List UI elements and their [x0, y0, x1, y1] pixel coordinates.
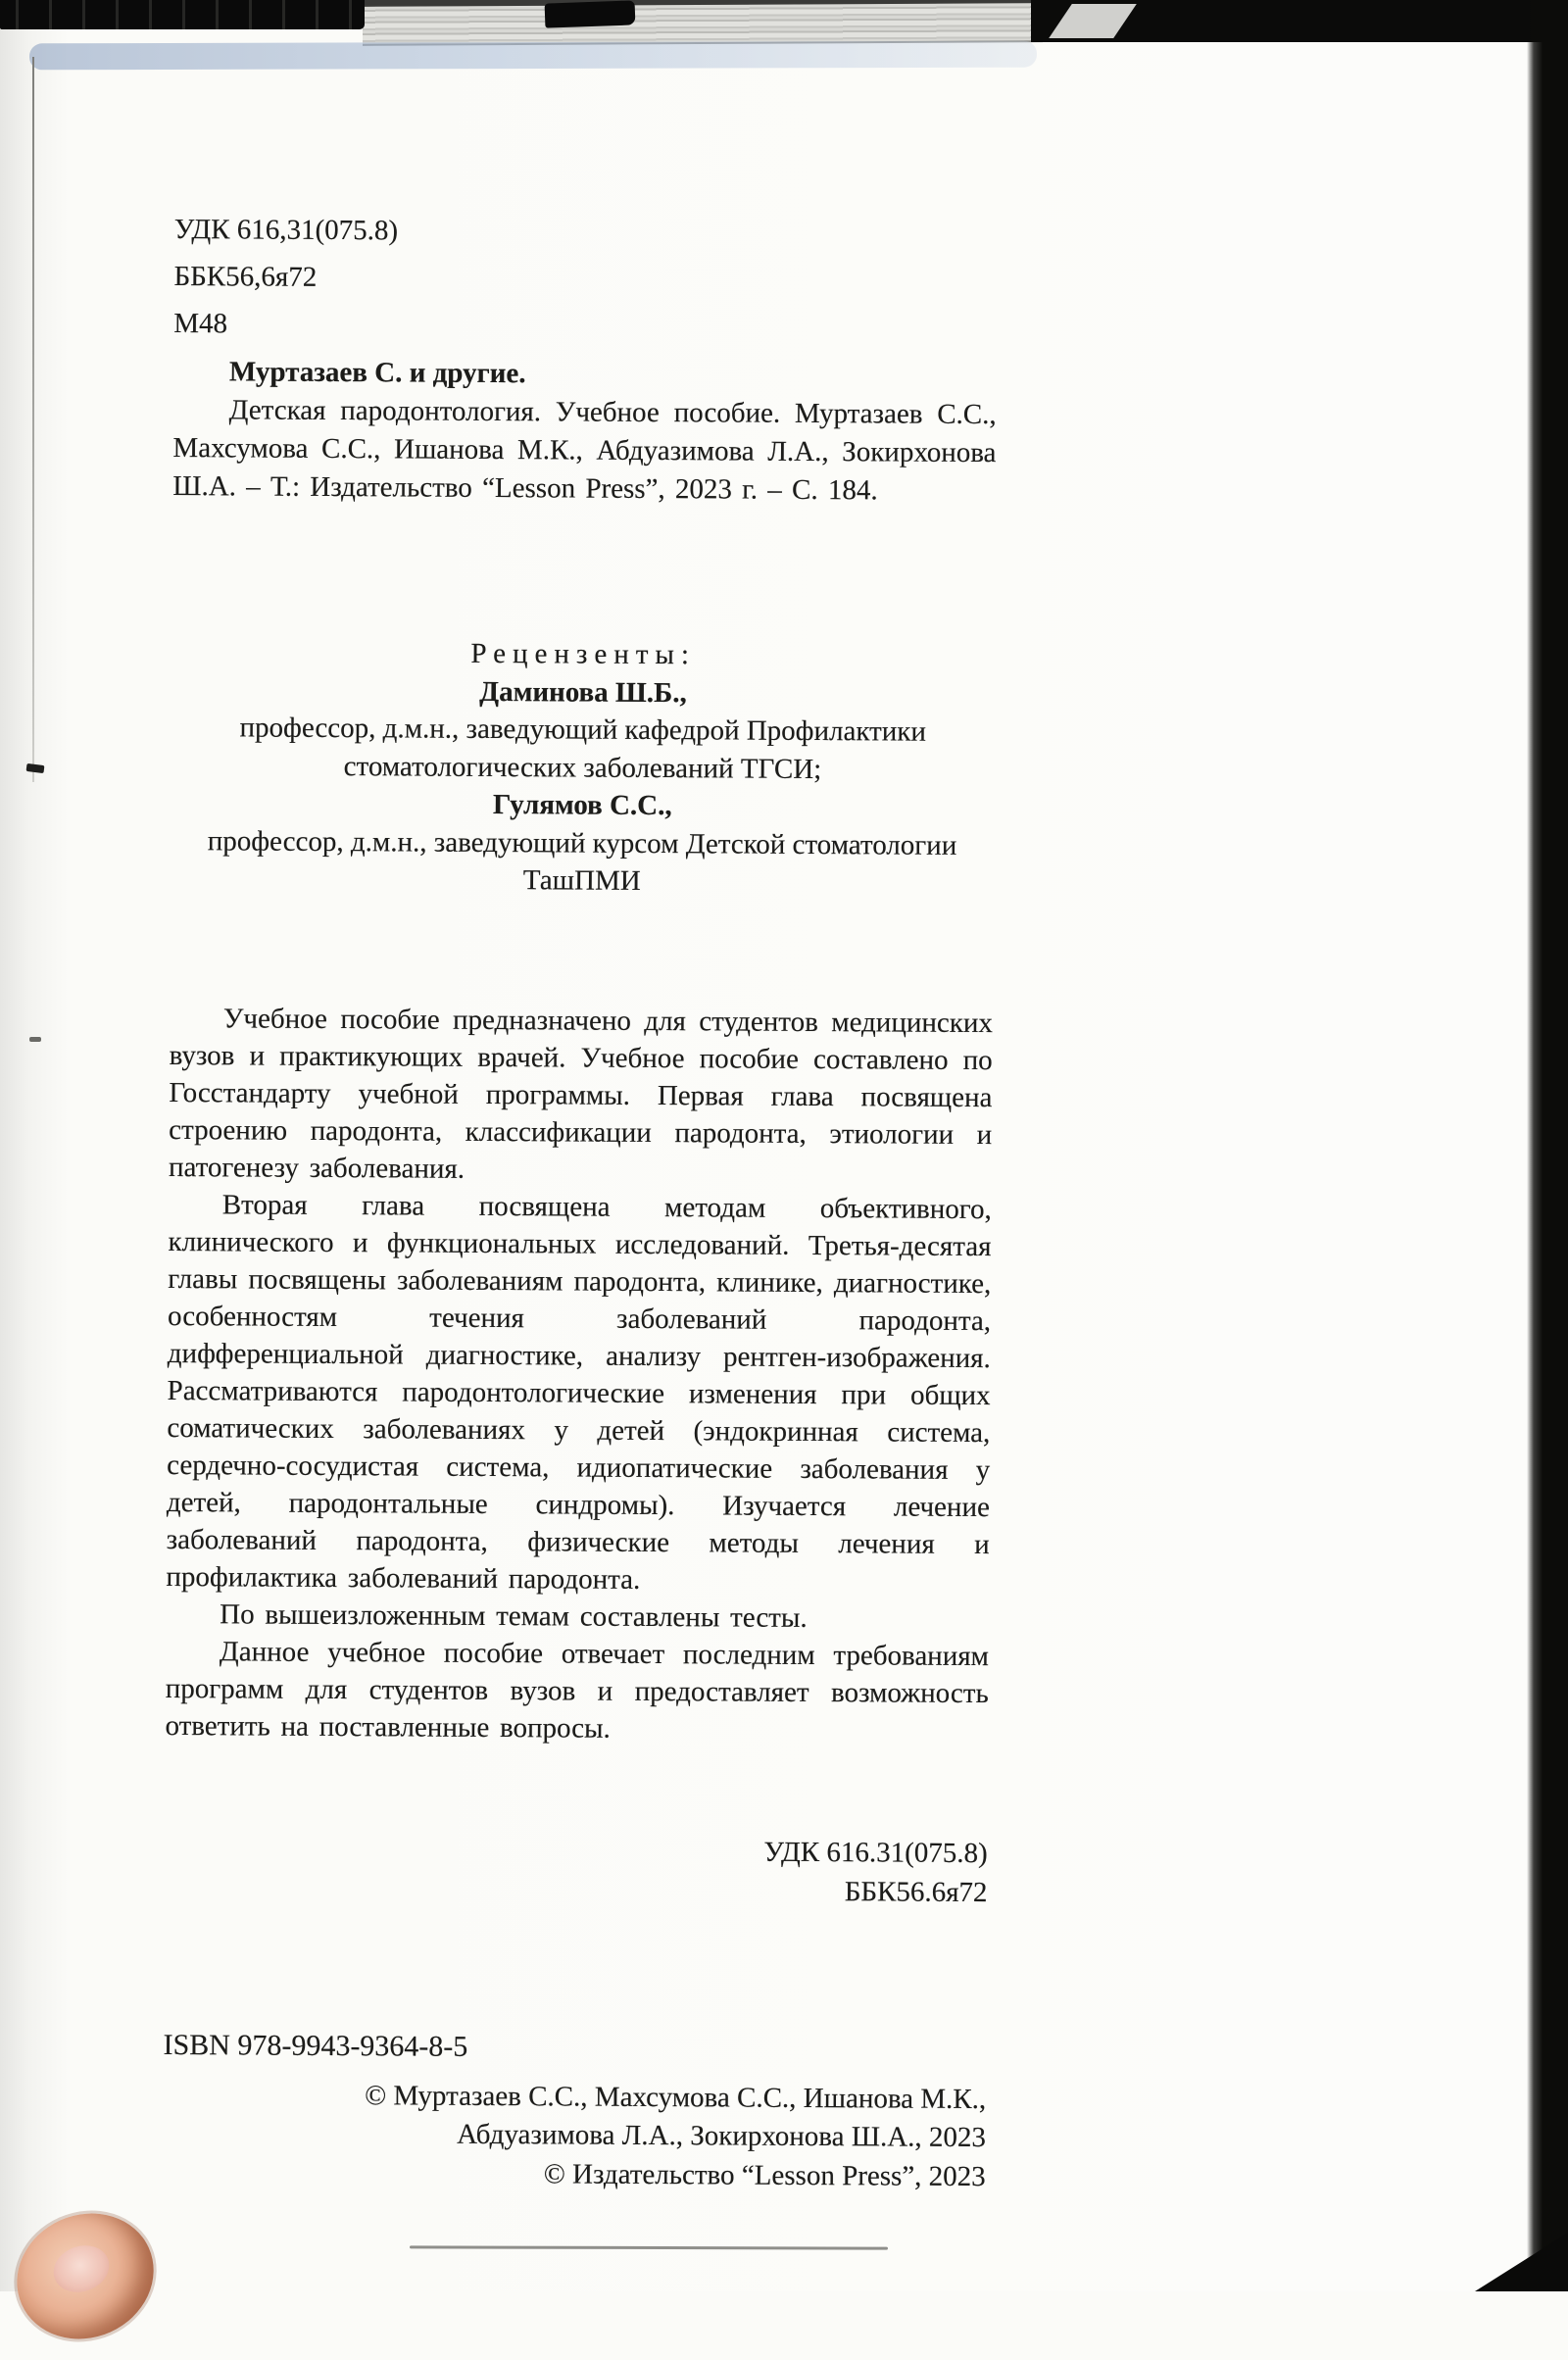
copyright-page-content: [163, 206, 998, 2196]
copyright-line-2: Абдуазимова Л.А., Зокирхонова Ш.А., 2023: [457, 2118, 987, 2154]
copyright-line-3: © Издательство “Lesson Press”, 2023: [543, 2157, 986, 2192]
udk-top: УДК 616,31(075.8): [173, 213, 399, 247]
annotation-paragraph-4: Данное учебное пособие отвечает последним требованиям программ для студентов вузов и предоставляет возможность ответить на поставленные вопросы.: [165, 1635, 990, 1745]
scan-book-pages-edge: [363, 3, 1043, 46]
scan-right-edge-black-strip: [1527, 0, 1568, 2291]
scan-left-edge-mark-lower: [29, 1037, 41, 1042]
annotation-paragraph-3: По вышеизложенным темам составлены тесты.: [220, 1598, 808, 1634]
authors-line: Муртазаев С. и другие.: [228, 356, 526, 390]
copyright-block: [163, 2075, 987, 2196]
bibliographic-description: Детская пародонтология. Учебное пособие. Муртазаев С.С., Махсумова С.С., Ишанова М.К., Абдуазимова Л.А., Зокирхонова Ш.А. – Т.: Издательство “Lesson Press”, 2023 г. – С. 184.: [172, 394, 997, 507]
annotation-paragraph-2: Вторая глава посвящена методам объективного, клинического и функциональных исследований. Третья-десятая главы посвящены заболеваниям пародонта, клинике, диагностике, особенностям течения заболеваний пародонта, дифференциальной диагностике, анализу рентген-изображения. Рассматриваются пародонтологические изменения при общих соматических заболеваниях у детей (эндокринная система, сердечно-сосудистая система, идиопатические заболевания у детей, пародонтальные синдромы). Изучается лечение заболеваний пародонта, физические методы лечения и профилактика заболеваний пародонта.: [166, 1188, 992, 1596]
reviewer-2-name: Гулямов С.С.,: [492, 788, 672, 822]
annotation-paragraph-1: Учебное пособие предназначено для студентов медицинских вузов и практикующих врачей. Учебное пособие составлено по Госстандарту учебной программы. Первая глава посвящена строению пародонта, классификации пародонта, этиологии и патогенезу заболевания.: [168, 1002, 994, 1185]
bbk-top: ББК56,6я72: [173, 260, 318, 293]
reviewers-heading: Рецензенты:: [470, 637, 697, 671]
scan-blue-cover-edge: [29, 41, 1037, 71]
scan-top-left-black-strip: [0, 0, 365, 29]
scan-ink-blob: [545, 0, 636, 27]
annotation-block: [165, 999, 993, 1748]
reviewers-block: [171, 633, 996, 903]
bbk-bottom: ББК56.6я72: [844, 1875, 988, 1908]
reviewer-2-title: профессор, д.м.н., заведующий курсом Детской стоматологии ТашПМИ: [207, 824, 957, 897]
scan-left-page-edge-line: [32, 57, 34, 782]
reviewer-1-title: профессор, д.м.н., заведующий кафедрой Профилактики стоматологических заболеваний ТГСИ;: [239, 712, 927, 785]
bibliographic-record: [172, 353, 997, 511]
copyright-line-1: © Муртазаев С.С., Махсумова С.С., Ишанова М.К.,: [365, 2079, 987, 2115]
isbn-line: ISBN 978-9943-9364-8-5: [163, 2028, 468, 2063]
reviewer-1-name: Даминова Ш.Б.,: [479, 675, 687, 709]
scan-bottom-right-corner-shadow: [1475, 2233, 1568, 2291]
author-code: М48: [173, 307, 228, 340]
cataloguing-block-top: [173, 206, 998, 352]
udk-bottom: УДК 616.31(075.8): [763, 1836, 988, 1869]
cataloguing-block-bottom: [164, 1828, 987, 1911]
